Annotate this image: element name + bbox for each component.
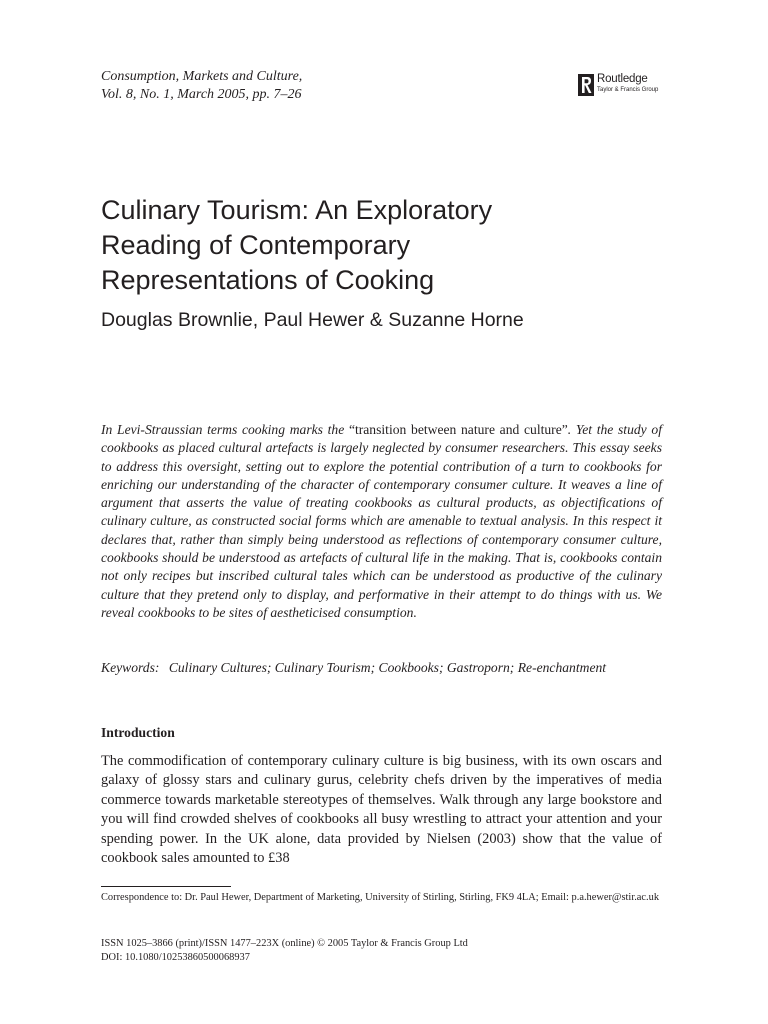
publisher-group: Taylor & Francis Group xyxy=(597,87,659,93)
routledge-r-icon xyxy=(578,74,594,96)
title-line: Culinary Tourism: An Exploratory xyxy=(101,195,493,225)
doi-line: DOI: 10.1080/10253860500068937 xyxy=(101,952,250,963)
publication-info xyxy=(101,937,662,965)
publisher-logo xyxy=(578,72,674,100)
keywords-label: Keywords: xyxy=(101,660,160,675)
abstract-body: . Yet the study of cookbooks as placed cultural artefacts is largely neglected by consumer researchers. This essay seeks to address this oversight, setting out to explore the potential contribution of a turn to cookbooks for enriching our understanding of the character of contemporary consumer culture. It weaves a line of argument that asserts the value of treating cookbooks as cultural products, as objectifications of culinary culture, as constructed social forms which are amenable to textual analysis. In this respect it declares that, rather than simply being understood as reflections of contemporary consumer culture, cookbooks should be understood as artefacts of cultural life in the making. That is, cookbooks contain not only recipes but inscribed cultural tales which can be understood as productive of the culinary culture that they pretend only to display, and performative in their attempt to do things with us. We reveal cookbooks to be sites of aestheticised consumption. xyxy=(101,422,662,620)
article-authors: Douglas Brownlie, Paul Hewer & Suzanne Horne xyxy=(101,309,524,331)
section-heading-introduction: Introduction xyxy=(101,725,175,740)
introduction-paragraph: The commodification of contemporary culinary culture is big business, with its own oscars and galaxy of glossy stars and culinary gurus, celebrity chefs driven by the imperatives of media commerce towards marketable stereotypes of themselves. Walk through any large bookstore and you will find crowded shelves of cookbooks all busy wrestling to attract your attention and your spending power. In the UK alone, data provided by Nielsen (2003) show that the value of cookbook sales amounted to £38 xyxy=(101,753,662,867)
journal-volume-info: Vol. 8, No. 1, March 2005, pp. 7–26 xyxy=(101,87,302,102)
footnote-divider xyxy=(101,886,231,887)
article-title xyxy=(101,193,701,298)
title-line: Reading of Contemporary xyxy=(101,230,411,260)
issn-line: ISSN 1025–3866 (print)/ISSN 1477–223X (online) © 2005 Taylor & Francis Group Ltd xyxy=(101,938,468,949)
journal-citation xyxy=(101,68,302,104)
correspondence-note: Correspondence to: Dr. Paul Hewer, Department of Marketing, University of Stirling, Stirling, FK9 4LA; Email: p.a.hewer@stir.ac.uk xyxy=(101,892,660,903)
keywords-list: Culinary Cultures; Culinary Tourism; Cookbooks; Gastroporn; Re-enchantment xyxy=(168,660,607,675)
keywords xyxy=(101,659,662,677)
title-line: Representations of Cooking xyxy=(101,265,435,295)
publisher-name: Routledge xyxy=(597,73,648,85)
journal-name: Consumption, Markets and Culture, xyxy=(101,69,303,84)
abstract-lead: In Levi-Straussian terms cooking marks the xyxy=(101,422,349,437)
abstract xyxy=(101,421,662,622)
abstract-quote: “transition between nature and culture” xyxy=(348,422,568,437)
